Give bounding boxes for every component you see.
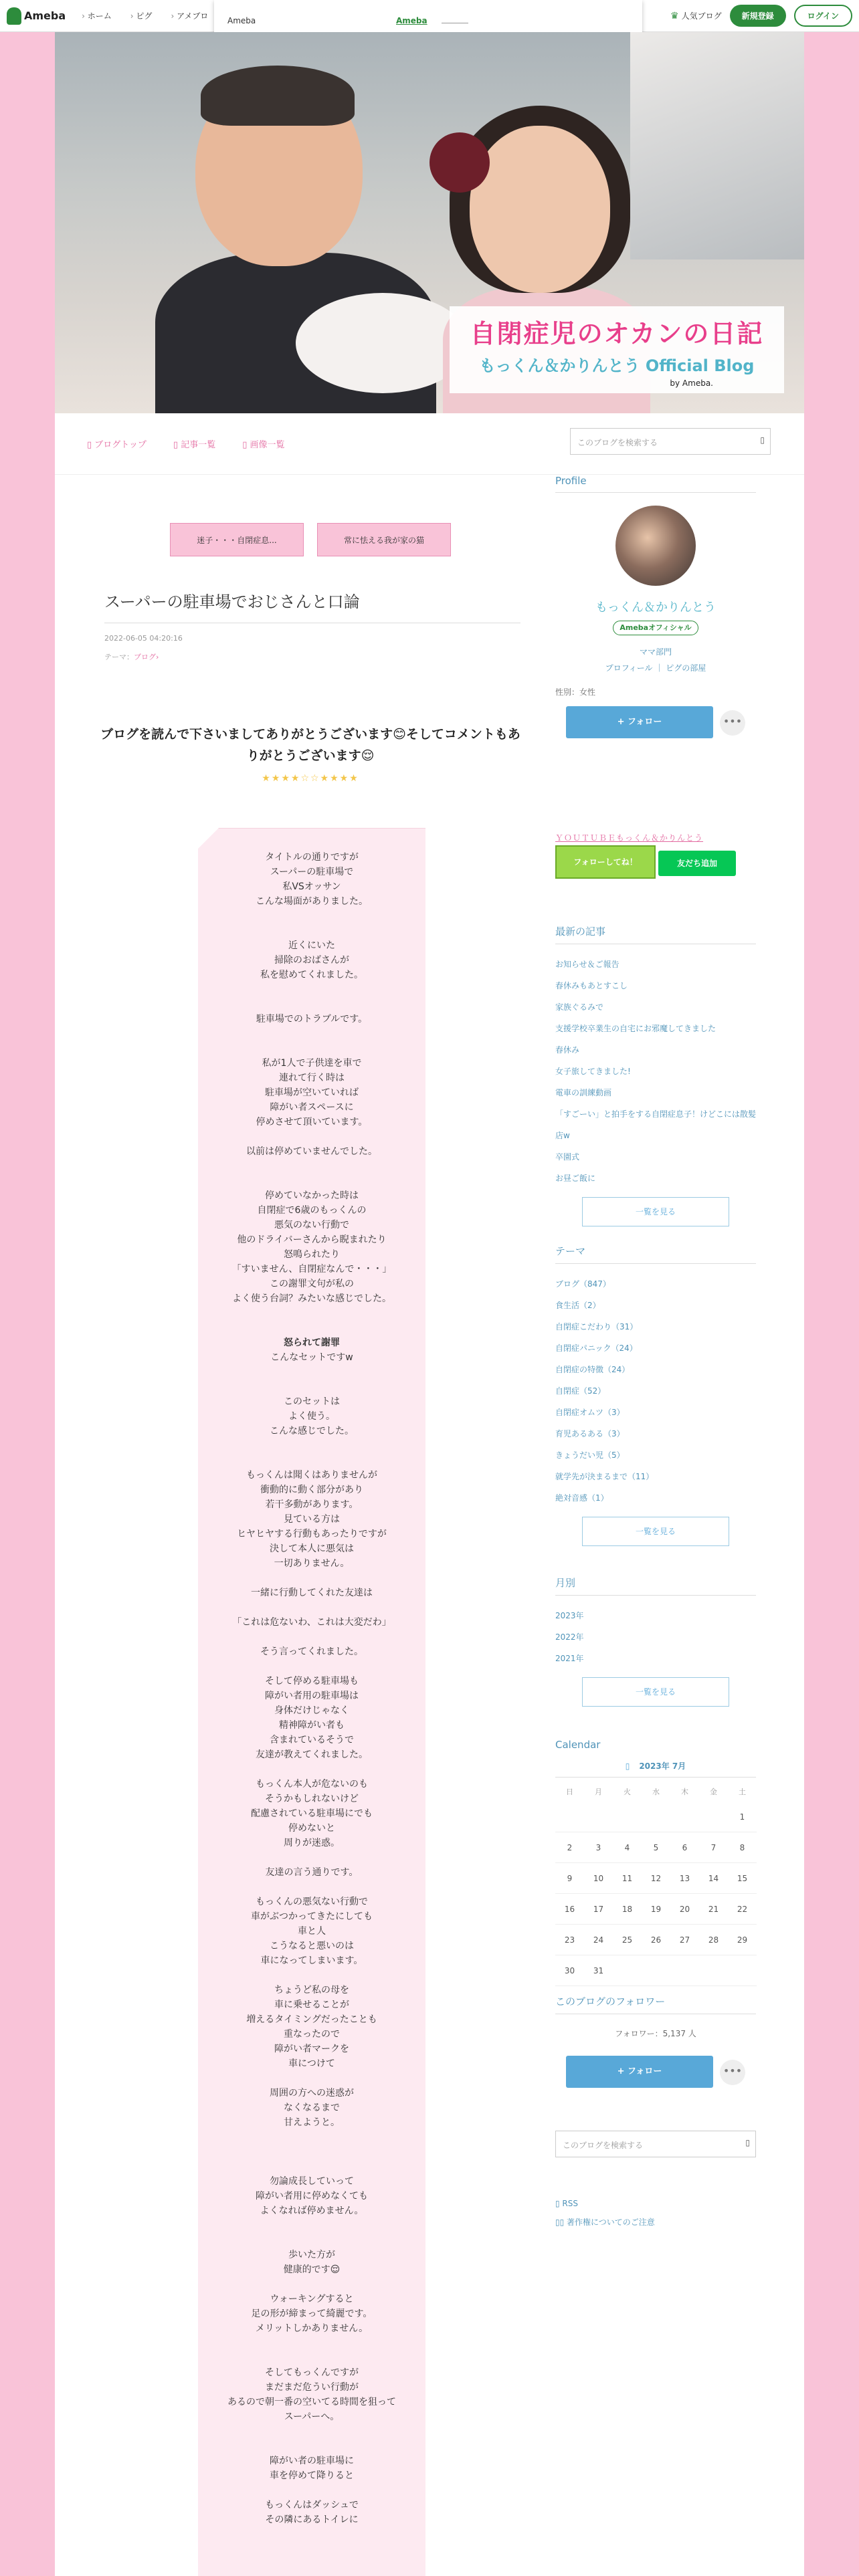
- article-line: [198, 1380, 425, 1394]
- calendar-day[interactable]: 31: [584, 1955, 613, 1986]
- main-container: [55, 32, 804, 2576]
- nav-article-list[interactable]: ▯ 記事一覧: [173, 437, 215, 450]
- popular-blogs-link[interactable]: [670, 10, 722, 21]
- recent-article-link[interactable]: 電車の訓練動画: [555, 1088, 612, 1097]
- theme-list: [555, 1244, 756, 1546]
- calendar-month: [555, 1760, 756, 1778]
- header-girl-face: [470, 126, 610, 293]
- recent-see-more-button[interactable]: 一覧を見る: [582, 1197, 729, 1226]
- article-line: [198, 2159, 425, 2174]
- article-line: こんな場面がありました。: [256, 896, 368, 907]
- calendar-heading: Calendar: [555, 1739, 601, 1751]
- article-line: もっくん本人が危ないのも: [256, 1779, 368, 1790]
- article-line: よく使う。: [288, 1411, 335, 1422]
- stars-divider: ★★★★☆☆★★★★: [262, 773, 359, 784]
- ad-label: Ameba: [227, 16, 256, 25]
- article-line: [198, 1968, 425, 1983]
- search-icon[interactable]: ▯: [760, 435, 765, 445]
- theme-link[interactable]: ブログ: [134, 653, 156, 661]
- article-line: 重なったので: [284, 2029, 340, 2040]
- article-line: [198, 2336, 425, 2351]
- article-line: [198, 1438, 425, 1453]
- article-line: [198, 1762, 425, 1777]
- theme-link[interactable]: きょうだい児（5）: [555, 1451, 625, 1460]
- calendar-day[interactable]: 9: [555, 1863, 584, 1894]
- blog-header-image[interactable]: [55, 32, 804, 413]
- month-heading: 月別: [555, 1576, 756, 1596]
- article-line: [198, 2439, 425, 2454]
- profile-links: [555, 662, 756, 673]
- article-date: 2022-06-05 04:20:16: [104, 634, 183, 643]
- article-line: [198, 1659, 425, 1674]
- logo-text: Ameba: [24, 9, 66, 22]
- article-line: スーパーへ。: [284, 2411, 340, 2422]
- crown-icon: ♛: [670, 10, 679, 21]
- article-line: [198, 997, 425, 1012]
- calendar-day[interactable]: 12: [642, 1863, 670, 1894]
- article-line: ヒヤヒヤする行動もあったりですが: [237, 1529, 387, 1539]
- article-line: [198, 2218, 425, 2233]
- article-line: こんなセットですw: [270, 1352, 353, 1363]
- nav-image-list[interactable]: ▯ 画像一覧: [242, 437, 284, 450]
- search-icon[interactable]: ▯: [745, 2138, 750, 2147]
- calendar-day[interactable]: 7: [699, 1832, 728, 1863]
- article-line: そうかもしれないけど: [265, 1794, 359, 1804]
- login-button[interactable]: ログイン: [794, 5, 852, 27]
- article-line: 掃除のおばさんが: [274, 955, 349, 966]
- article-line: 停めないと: [288, 1823, 335, 1834]
- article-line: 障がい者の駐車場に: [270, 2456, 354, 2466]
- calendar-day: [699, 1802, 728, 1832]
- calendar-day[interactable]: 16: [555, 1894, 584, 1925]
- article-body-note: [198, 828, 425, 2576]
- profile-link[interactable]: プロフィール: [605, 663, 653, 673]
- article-line: 増えるタイミングだったことも: [246, 2014, 377, 2025]
- profile-genre[interactable]: ママ部門: [639, 647, 672, 657]
- article-line: 障がい者マークを: [274, 2044, 349, 2054]
- theme-link[interactable]: 自閉症の特徴（24）: [555, 1365, 630, 1374]
- article-line: 以前は停めていませんでした。: [246, 1146, 377, 1157]
- article-line: [198, 924, 425, 938]
- article-line: そう言ってくれました。: [260, 1646, 363, 1657]
- theme-heading: テーマ: [555, 1244, 756, 1264]
- article-line: こんな感じでした。: [270, 1426, 354, 1436]
- article-line: [198, 909, 425, 924]
- rss-link[interactable]: ▯ RSS: [555, 2199, 578, 2208]
- theme-link[interactable]: 育児あるある（3）: [555, 1429, 625, 1438]
- recent-list: [555, 954, 756, 1189]
- article-theme: [104, 651, 159, 662]
- article-line: [198, 2424, 425, 2439]
- article-line: [198, 1600, 425, 1615]
- profile-heading: Profile: [555, 475, 756, 493]
- month-link[interactable]: 2021年: [555, 1654, 584, 1663]
- article-line: [198, 1041, 425, 1056]
- article-line: 停めさせて頂いています。: [256, 1117, 368, 1128]
- signup-button[interactable]: 新規登録: [730, 5, 786, 27]
- calendar-day[interactable]: 21: [699, 1894, 728, 1925]
- article-line: そしてもっくんですが: [265, 2367, 359, 2378]
- calendar-grid: [555, 1783, 756, 1986]
- article-line: [198, 1174, 425, 1188]
- article-line: この謝罪文句が私の: [270, 1279, 354, 1289]
- calendar-day[interactable]: 11: [613, 1863, 642, 1894]
- recent-article-link[interactable]: お知らせ＆ご報告: [555, 960, 619, 969]
- calendar-month-label: 2023年 7月: [639, 1761, 686, 1771]
- sidebar-search-input[interactable]: [555, 2131, 756, 2157]
- article-line: 車になってしまいます。: [260, 1955, 363, 1966]
- blog-nav: [55, 413, 804, 475]
- article-line: 歩いた方が: [288, 2250, 335, 2260]
- global-nav: [82, 10, 208, 21]
- month-link[interactable]: 2023年: [555, 1611, 584, 1620]
- month-link[interactable]: 2022年: [555, 1632, 584, 1642]
- theme-link[interactable]: 自閉症オムツ（3）: [555, 1408, 625, 1417]
- nav-blog-top[interactable]: ▯ ブログトップ: [87, 437, 147, 450]
- article-line: 私VSオッサン: [282, 881, 341, 892]
- calendar-day[interactable]: 23: [555, 1925, 584, 1955]
- months: [555, 1605, 756, 1669]
- next-article-button[interactable]: 常に怯える我が家の猫: [317, 523, 451, 556]
- theme-link[interactable]: 自閉症パニック（24）: [555, 1344, 638, 1353]
- theme-link[interactable]: 就学先が決まるまで（11）: [555, 1472, 654, 1481]
- calendar-day[interactable]: 2: [555, 1832, 584, 1863]
- calendar-weekday: 火: [624, 1788, 631, 1796]
- article-line: 連れて行く時は: [279, 1073, 345, 1083]
- article-line: 一切ありません。: [274, 1558, 350, 1569]
- calendar-day[interactable]: 8: [728, 1832, 757, 1863]
- article-line: 健康的です😌: [283, 2264, 341, 2275]
- profile-avatar[interactable]: [615, 506, 696, 586]
- article-line: 一緒に行動してくれた友達は: [251, 1588, 373, 1598]
- month-see-more-button[interactable]: 一覧を見る: [582, 1677, 729, 1707]
- popular-blogs-label: 人気ブログ: [681, 11, 722, 21]
- follow-button-2[interactable]: + フォロー: [566, 2056, 713, 2088]
- chevron-right-icon: ›: [156, 653, 159, 661]
- theme-link[interactable]: ブログ（847）: [555, 1279, 611, 1289]
- article-line: 足の形が締まって綺麗です。: [251, 2309, 373, 2319]
- calendar-day: [670, 1955, 699, 1986]
- ameba-logo-icon: [7, 7, 21, 25]
- ameba-logo[interactable]: [7, 7, 66, 25]
- theme-label: テーマ：: [104, 653, 134, 661]
- article-line: [198, 1571, 425, 1586]
- calendar-day: [670, 1802, 699, 1832]
- article-line: 近くにいた: [288, 940, 335, 951]
- recent-article-link[interactable]: 女子旅してきました!: [555, 1067, 631, 1076]
- recent-article-link[interactable]: 支援学校卒業生の自宅にお邪魔してきました: [555, 1024, 717, 1033]
- recent-article-link[interactable]: 春休み: [555, 1045, 580, 1055]
- article-line: 怒鳴られたり: [284, 1249, 340, 1260]
- by-ameba: by Ameba.: [670, 379, 713, 388]
- article-line: もっくんはダッシュで: [265, 2500, 359, 2510]
- calendar-day[interactable]: 25: [613, 1925, 642, 1955]
- follow-me-image-button[interactable]: フォローしてね！: [555, 845, 656, 879]
- calendar-day[interactable]: 30: [555, 1955, 584, 1986]
- followers-section: [555, 1994, 756, 2077]
- article-line: [198, 2351, 425, 2365]
- article-line: もっくんは聞くはありませんが: [246, 1470, 377, 1481]
- article-line: ちょうど私の母を: [274, 1985, 349, 1996]
- recent-article-link[interactable]: 家族ぐるみで: [555, 1002, 604, 1012]
- youtube-link[interactable]: ＹＯＵＴＵＢＥもっくん＆かりんとう: [555, 833, 704, 843]
- followers-heading: このブログのフォロワー: [555, 1994, 756, 2014]
- calendar-day[interactable]: 29: [728, 1925, 757, 1955]
- article-line: スーパーの駐車場で: [270, 867, 354, 877]
- sidebar-search-placeholder: このブログを検索する: [563, 2141, 644, 2150]
- article-line: [198, 1453, 425, 1468]
- article-line: [198, 2071, 425, 2086]
- calendar-day[interactable]: 14: [699, 1863, 728, 1894]
- calendar-day[interactable]: 5: [642, 1832, 670, 1863]
- article-line: [198, 2483, 425, 2498]
- article-line: 障がい者用に停めなくても: [256, 2191, 368, 2202]
- article-line: タイトルの通りですが: [265, 852, 359, 863]
- article-body-lines: [198, 850, 425, 2527]
- article-line: [198, 1306, 425, 1321]
- article-line: 駐車場が空いていれば: [265, 1087, 359, 1098]
- article-line: 車に乗せることが: [274, 2000, 349, 2010]
- article-line: [198, 2233, 425, 2248]
- calendar-day: [642, 1802, 670, 1832]
- theme-link[interactable]: 自閉症こだわり（31）: [555, 1322, 638, 1331]
- theme-link[interactable]: 食生活（2）: [555, 1301, 601, 1310]
- article-line: まだまだ危うい行動が: [265, 2382, 359, 2393]
- calendar-day[interactable]: 4: [613, 1832, 642, 1863]
- article-line: 車と人: [298, 1926, 326, 1937]
- article-line: 駐車場でのトラブルです。: [256, 1014, 368, 1025]
- recent-heading: 最新の記事: [555, 924, 756, 944]
- article-line: そして停める駐車場も: [265, 1676, 359, 1687]
- calendar-weekday: 月: [595, 1788, 602, 1796]
- article-line: 悪気のない行動で: [274, 1220, 349, 1230]
- recent-article-link[interactable]: 春休みもあとすこし: [555, 981, 628, 990]
- article-line: [198, 982, 425, 997]
- article-line: 甘えようと。: [284, 2117, 340, 2128]
- article-line: 周りが迷惑。: [284, 1838, 340, 1848]
- article-line: [198, 2130, 425, 2145]
- article-line: 含まれているそうで: [270, 1735, 354, 1745]
- article-line: 他のドライバーさんから睨まれたり: [237, 1235, 387, 1245]
- calendar-day[interactable]: 6: [670, 1832, 699, 1863]
- header-flower: [430, 132, 490, 193]
- calendar-day[interactable]: 20: [670, 1894, 699, 1925]
- calendar-day[interactable]: 19: [642, 1894, 670, 1925]
- calendar-day[interactable]: 27: [670, 1925, 699, 1955]
- pig-room-link[interactable]: ピグの部屋: [666, 663, 706, 673]
- article-line: よくなれば停めません。: [260, 2206, 364, 2216]
- article-line: 友達の言う通りです。: [265, 1867, 359, 1878]
- profile-sex: 性別：女性: [555, 687, 596, 697]
- article-line: 障がい者用の駐車場は: [265, 1691, 359, 1701]
- calendar-day: [555, 1802, 584, 1832]
- article-line: 身体だけじゃなく: [274, 1705, 349, 1716]
- article-line: 車を停めて降りると: [270, 2470, 354, 2481]
- article-line: 車がぶつかってきたにしても: [251, 1911, 373, 1922]
- calendar-weekday: 金: [710, 1788, 717, 1796]
- article-line: 衝動的に動く部分があり: [260, 1485, 363, 1495]
- article-line: 「これは危ないわ、これは大変だわ」: [232, 1617, 391, 1628]
- prev-article-button[interactable]: 迷子・・・自閉症息...: [170, 523, 304, 556]
- theme-link[interactable]: 絶対音感（1）: [555, 1493, 609, 1503]
- themes: [555, 1273, 756, 1509]
- calendar-weekday: 土: [739, 1788, 746, 1796]
- recent-article-link[interactable]: お昼ご飯に: [555, 1174, 596, 1183]
- article-line: もっくんの悪気ない行動で: [256, 1897, 368, 1907]
- calendar-day[interactable]: 15: [728, 1863, 757, 1894]
- article-line: 周囲の方への迷惑が: [270, 2088, 354, 2099]
- article-line: 私を慰めてくれました。: [260, 970, 363, 980]
- copyright-notice-link[interactable]: ▯▯ 著作権についてのご注意: [555, 2216, 655, 2228]
- recent-article-link[interactable]: 「すごーい」と拍手をする自閉症息子！けどこには散髪店w: [555, 1109, 757, 1140]
- article-line: あるので朝一番の空いてる時間を狙って: [227, 2397, 396, 2407]
- article-line: なくなるまで: [284, 2103, 340, 2113]
- article-line: [198, 2277, 425, 2292]
- article-line: メリットしかありません。: [255, 2323, 369, 2334]
- profile-name[interactable]: もっくん＆かりんとう: [595, 601, 716, 615]
- article-line: 「すいません、自閉症なんで・・・」: [231, 1264, 392, 1275]
- calendar-day: [699, 1955, 728, 1986]
- article-line: よく使う台詞？みたいな感じでした。: [232, 1293, 391, 1304]
- calendar-day[interactable]: 24: [584, 1925, 613, 1955]
- calendar-day[interactable]: 18: [613, 1894, 642, 1925]
- article-line: こうなると悪いのは: [270, 1941, 354, 1951]
- recent-articles: [555, 924, 756, 1226]
- article-line: その隣にあるトイレに: [265, 2514, 359, 2525]
- article-line: [198, 1321, 425, 1335]
- calendar-day: [613, 1802, 642, 1832]
- article-line: 私が1人で子供達を車で: [262, 1058, 362, 1069]
- article-thanks: ブログを読んで下さいましてありがとうございます😊そしてコメントもありがとうございます😌: [100, 727, 520, 764]
- search-placeholder: このブログを検索する: [577, 438, 658, 447]
- link-separator: ｜: [655, 663, 666, 673]
- article-line: [198, 1365, 425, 1380]
- more-options-button[interactable]: •••: [720, 710, 745, 736]
- ad-link[interactable]: Ameba: [396, 16, 427, 25]
- article-line: [198, 1130, 425, 1144]
- calendar-prev-icon[interactable]: ▯: [625, 1761, 630, 1771]
- article-line: 車につけて: [288, 2058, 335, 2069]
- article-line: [198, 1027, 425, 1041]
- official-badge: Amebaオフィシャル: [613, 621, 698, 635]
- follow-button[interactable]: + フォロー: [566, 706, 713, 738]
- calendar-day[interactable]: 10: [584, 1863, 613, 1894]
- calendar-day[interactable]: 22: [728, 1894, 757, 1925]
- article-line: 障がい者スペースに: [270, 1102, 354, 1113]
- calendar-day[interactable]: 1: [728, 1802, 757, 1832]
- article-line: 勿論成長していって: [270, 2176, 354, 2187]
- line-add-friend-button[interactable]: 友だち追加: [658, 851, 736, 876]
- article-line: [198, 1630, 425, 1644]
- calendar-day[interactable]: 26: [642, 1925, 670, 1955]
- calendar-day[interactable]: 28: [699, 1925, 728, 1955]
- article-line: [198, 1880, 425, 1895]
- header-boy-hair: [201, 66, 355, 126]
- article-line: 友達が教えてくれました。: [256, 1749, 368, 1760]
- calendar-day: [613, 1955, 642, 1986]
- calendar-day: [642, 1955, 670, 1986]
- article-line: 配慮されている駐車場にでも: [251, 1808, 373, 1819]
- blog-title: 自閉症児のオカンの日記: [470, 319, 764, 348]
- article-pager: [170, 523, 451, 556]
- nav-pigg[interactable]: › ピグ: [130, 10, 153, 21]
- blog-title-box: [450, 306, 784, 393]
- more-options-button-2[interactable]: •••: [720, 2060, 745, 2085]
- calendar-weekday: 日: [566, 1788, 573, 1796]
- blog-subtitle: もっくん＆かりんとう Official Blog: [479, 356, 755, 375]
- nav-home[interactable]: › ホーム: [82, 10, 112, 21]
- article-line: 停めていなかった時は: [265, 1190, 359, 1201]
- article-line: 見ている方は: [284, 1514, 340, 1525]
- followers-count[interactable]: フォロワー：5,137 人: [615, 2029, 696, 2038]
- theme-see-more-button[interactable]: 一覧を見る: [582, 1517, 729, 1546]
- calendar: [555, 1739, 756, 1986]
- theme-link[interactable]: 自閉症（52）: [555, 1386, 606, 1396]
- calendar-day[interactable]: 17: [584, 1894, 613, 1925]
- article-line: [198, 1159, 425, 1174]
- article-line: 若干多動があります。: [265, 1499, 359, 1510]
- calendar-weekday: 水: [652, 1788, 660, 1796]
- header-window-bg: [630, 32, 804, 259]
- blog-search-input[interactable]: [570, 428, 771, 455]
- calendar-weekday: 木: [681, 1788, 688, 1796]
- monthly-archive: [555, 1576, 756, 1707]
- article-line: [198, 2145, 425, 2159]
- article-line: ウォーキングすると: [270, 2294, 354, 2304]
- calendar-day: [584, 1802, 613, 1832]
- calendar-day[interactable]: 3: [584, 1832, 613, 1863]
- article-line: [198, 1850, 425, 1865]
- article-line: 自閉症で6歳のもっくんの: [257, 1205, 367, 1216]
- recent-article-link[interactable]: 卒園式: [555, 1152, 580, 1162]
- article-line: このセットは: [284, 1396, 340, 1407]
- article-line: 精神障がい者も: [279, 1720, 345, 1731]
- article-title: スーパーの駐車場でおじさんと口論: [104, 588, 520, 623]
- calendar-day[interactable]: 13: [670, 1863, 699, 1894]
- article-line: 決して本人に悪気は: [270, 1543, 354, 1554]
- article-line: 怒られて謝罪: [284, 1337, 340, 1348]
- calendar-day: [728, 1955, 757, 1986]
- nav-ameblo[interactable]: › アメブロ: [171, 10, 208, 21]
